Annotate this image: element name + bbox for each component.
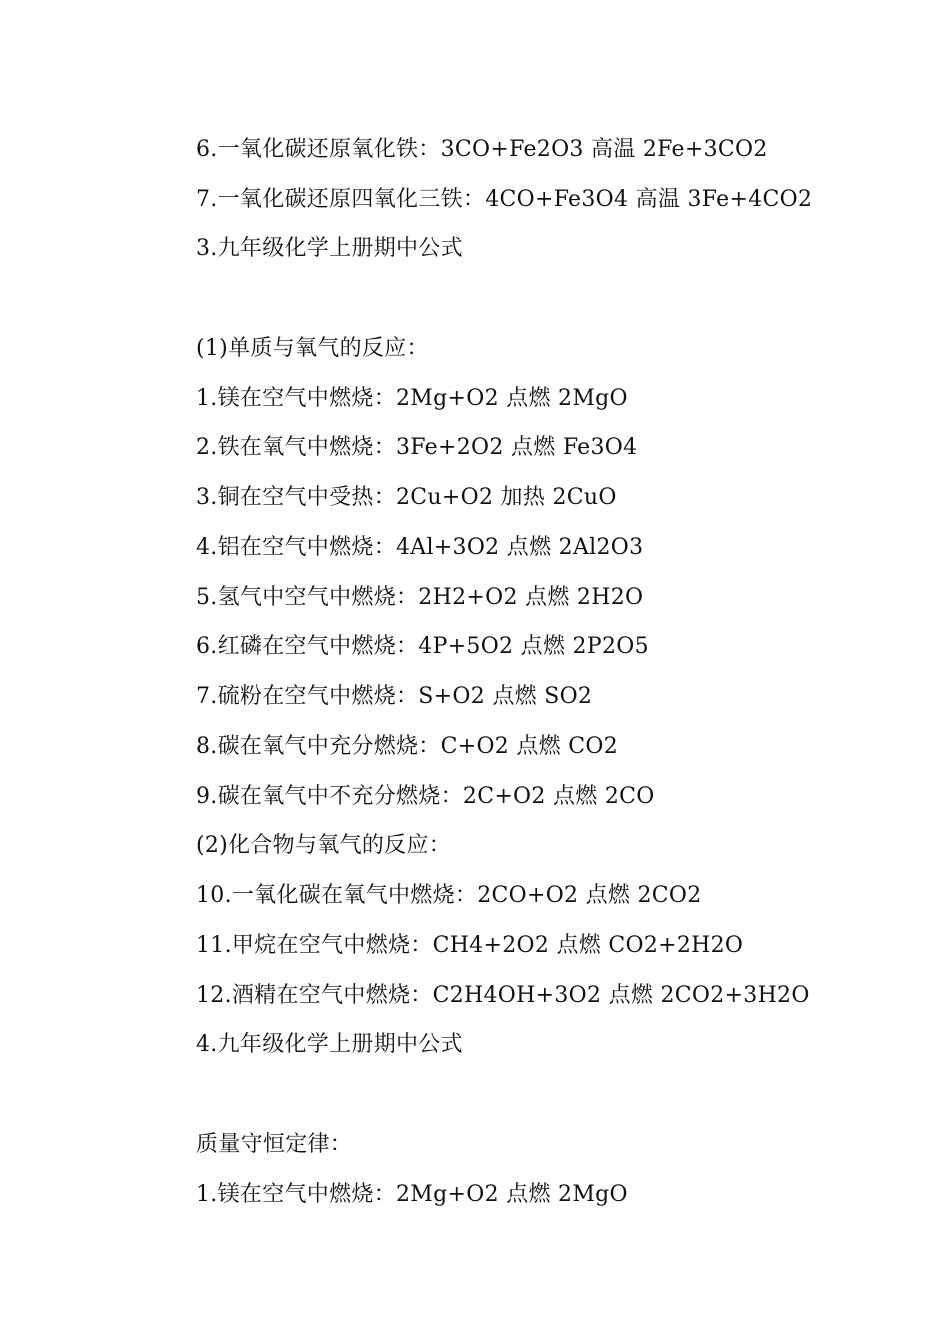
text-line: 9.碳在氧气中不充分燃烧：2C+O2 点燃 2CO [196, 784, 655, 809]
text-line: 2.铁在氧气中燃烧：3Fe+2O2 点燃 Fe3O4 [196, 435, 638, 460]
text-line: 1.镁在空气中燃烧：2Mg+O2 点燃 2MgO [196, 1182, 628, 1207]
text-line: 3.铜在空气中受热：2Cu+O2 加热 2CuO [196, 485, 617, 510]
section-heading: 3.九年级化学上册期中公式 [196, 236, 463, 261]
subsection-heading: (2)化合物与氧气的反应： [196, 833, 452, 858]
text-line: 6.红磷在空气中燃烧：4P+5O2 点燃 2P2O5 [196, 634, 649, 659]
subsection-heading: (1)单质与氧气的反应： [196, 336, 429, 361]
text-line: 5.氢气中空气中燃烧：2H2+O2 点燃 2H2O [196, 585, 644, 610]
text-line: 12.酒精在空气中燃烧：C2H4OH+3O2 点燃 2CO2+3H2O [196, 983, 810, 1008]
text-line: 4.铝在空气中燃烧：4Al+3O2 点燃 2Al2O3 [196, 535, 644, 560]
text-line: 10.一氧化碳在氧气中燃烧：2CO+O2 点燃 2CO2 [196, 883, 702, 908]
text-line: 6.一氧化碳还原氧化铁：3CO+Fe2O3 高温 2Fe+3CO2 [196, 137, 768, 162]
text-line: 7.硫粉在空气中燃烧：S+O2 点燃 SO2 [196, 684, 593, 709]
subsection-heading: 质量守恒定律： [196, 1132, 353, 1157]
text-line: 1.镁在空气中燃烧：2Mg+O2 点燃 2MgO [196, 386, 628, 411]
text-line: 7.一氧化碳还原四氧化三铁：4CO+Fe3O4 高温 3Fe+4CO2 [196, 187, 813, 212]
text-line: 8.碳在氧气中充分燃烧：C+O2 点燃 CO2 [196, 734, 619, 759]
section-heading: 4.九年级化学上册期中公式 [196, 1032, 463, 1057]
text-line: 11.甲烷在空气中燃烧：CH4+2O2 点燃 CO2+2H2O [196, 933, 744, 958]
